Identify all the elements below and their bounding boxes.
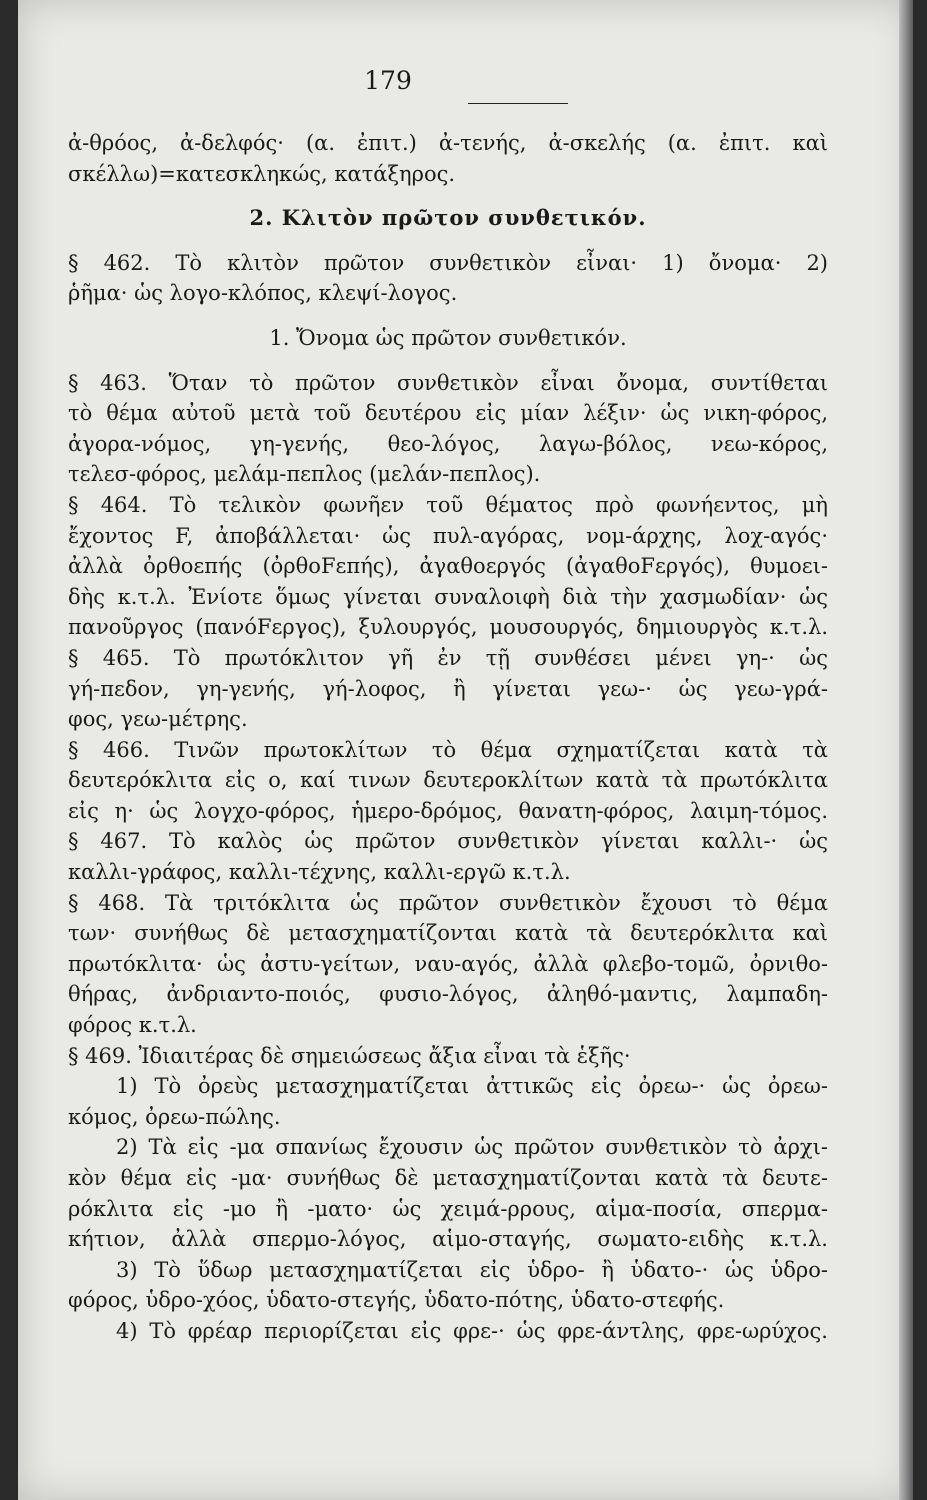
section-heading: 2. Κλιτὸν πρῶτον συνθετικόν. [249, 205, 647, 231]
text-line: τὸ θέμα αὐτοῦ μετὰ τοῦ δευτέρου εἰς μίαν λέξιν· ὡς νικη-φόρος, [68, 401, 828, 426]
page-number: 179 [364, 66, 412, 95]
text-line: δευτερόκλιτα εἰς ο, καί τινων δευτεροκλίτων κατὰ τὰ πρωτόκλιτα [68, 768, 828, 793]
text-line: 3) Τὸ ὕδωρ μετασχηματίζεται εἰς ὑδρο- ἢ ὑδατο-· ὡς ὑδρο- [116, 1257, 828, 1282]
text-line: φος, γεω-μέτρης. [68, 707, 248, 732]
text-line: κόμος, ὀρεω-πώλης. [68, 1104, 281, 1129]
text-line: 2) Τὰ εἰς -μα σπανίως ἔχουσιν ὡς πρῶτον συνθετικὸν τὸ ἀρχι- [116, 1135, 828, 1160]
text-line: § 467. Τὸ καλὸς ὡς πρῶτον συνθετικὸν γίνεται καλλι-· ὡς [68, 829, 828, 854]
text-line: θήρας, ἀνδριαντο-ποιός, φυσιο-λόγος, ἀληθό-μαντις, λαμπαδη- [68, 982, 828, 1007]
text-line: σκέλλω)=κατεσκληκώς, κατάξηρος. [68, 161, 456, 186]
text-line: καλλι-γράφος, καλλι-τέχνης, καλλι-εργῶ κ.τ.λ. [68, 860, 571, 885]
text-line: § 464. Τὸ τελικὸν φωνῆεν τοῦ θέματος πρὸ φωνήεντος, μὴ [68, 492, 828, 517]
text-line: § 462. Τὸ κλιτὸν πρῶτον συνθετικὸν εἶναι· 1) ὄνομα· 2) [68, 250, 828, 275]
book-page [18, 0, 913, 1500]
text-line: δὴς κ.τ.λ. Ἐνίοτε ὅμως γίνεται συναλοιφὴ διὰ τὴν χασμωδίαν· ὡς [68, 584, 828, 609]
page-edge-shadow [899, 0, 913, 1500]
text-line: των· συνήθως δὲ μετασχηματίζονται κατὰ τὰ δευτερόκλιτα καὶ [68, 921, 828, 946]
text-line: § 466. Τινῶν πρωτοκλίτων τὸ θέμα σχηματίζεται κατὰ τὰ [68, 737, 828, 762]
text-line: ρόκλιτα εἰς -μο ἢ -ματο· ὡς χειμά-ρρους, αἱμα-ποσία, σπερμα- [68, 1196, 828, 1221]
text-line: ἀ-θρόος, ἀ-δελφός· (α. ἐπιτ.) ἀ-τενής, ἀ-σκελής (α. ἐπιτ. καὶ [68, 131, 828, 155]
text-line: ἔχοντος F, ἀποβάλλεται· ὡς πυλ-αγόρας, νομ-άρχης, λοχ-αγός· [68, 523, 828, 548]
text-line: 4) Τὸ φρέαρ περιορίζεται εἰς φρε-· ὡς φρε-άντλης, φρε-ωρύχος. [116, 1318, 828, 1343]
text-line: πανοῦργος (πανόFεργος), ξυλουργός, μουσουργός, δημιουργὸς κ.τ.λ. [68, 615, 828, 640]
text-line: ἀγορα-νόμος, γη-γενής, θεο-λόγος, λαγω-βόλος, νεω-κόρος, [68, 431, 828, 456]
text-line: τελεσ-φόρος, μελάμ-πεπλος (μελάν-πεπλος). [68, 462, 541, 487]
page-text-block [68, 60, 828, 1347]
text-line: § 465. Τὸ πρωτόκλιτον γῆ ἐν τῇ συνθέσει μένει γη-· ὡς [68, 645, 828, 670]
text-line: § 469. Ἰδιαιτέρας δὲ σημειώσεως ἄξια εἶναι τὰ ἑξῆς· [68, 1043, 631, 1068]
subsection-heading: 1. Ὄνομα ὡς πρῶτον συνθετικόν. [269, 325, 627, 350]
text-line: γή-πεδον, γη-γενής, γή-λοφος, ἢ γίνεται γεω-· ὡς γεω-γρά- [68, 676, 828, 701]
text-line: κήτιον, ἀλλὰ σπερμο-λόγος, αἱμο-σταγής, σωματο-ειδὴς κ.τ.λ. [68, 1227, 828, 1252]
text-line: πρωτόκλιτα· ὡς ἀστυ-γείτων, ναυ-αγός, ἀλλὰ φλεβο-τομῶ, ὀρνιθο- [68, 951, 828, 976]
text-line: 1) Τὸ ὀρεὺς μετασχηματίζεται ἀττικῶς εἰς ὀρεω-· ὡς ὀρεω- [116, 1074, 828, 1099]
text-line: φόρος, ὑδρο-χόος, ὑδατο-στεγής, ὑδατο-πότης, ὑδατο-στεφής. [68, 1288, 725, 1313]
text-line: φόρος κ.τ.λ. [68, 1013, 197, 1038]
text-line: § 463. Ὅταν τὸ πρῶτον συνθετικὸν εἶναι ὄνομα, συντίθεται [68, 370, 828, 395]
text-line: ἀλλὰ ὀρθοεπής (ὀρθοFεπής), ἀγαθοεργός (ἀγαθοFεργός), θυμοει- [68, 554, 828, 579]
text-line: § 468. Τὰ τριτόκλιτα ὡς πρῶτον συνθετικὸν ἔχουσι τὸ θέμα [68, 890, 828, 915]
text-line: ῥῆμα· ὡς λογο-κλόπος, κλεψί-λογος. [68, 281, 458, 306]
header-rule [468, 103, 568, 104]
text-line: εἰς η· ὡς λογχο-φόρος, ἡμερο-δρόμος, θανατη-φόρος, λαιμη-τόμος. [68, 798, 828, 823]
text-line: κὸν θέμα εἰς -μα· συνήθως δὲ μετασχηματίζονται κατὰ τὰ δευτε- [68, 1166, 828, 1190]
